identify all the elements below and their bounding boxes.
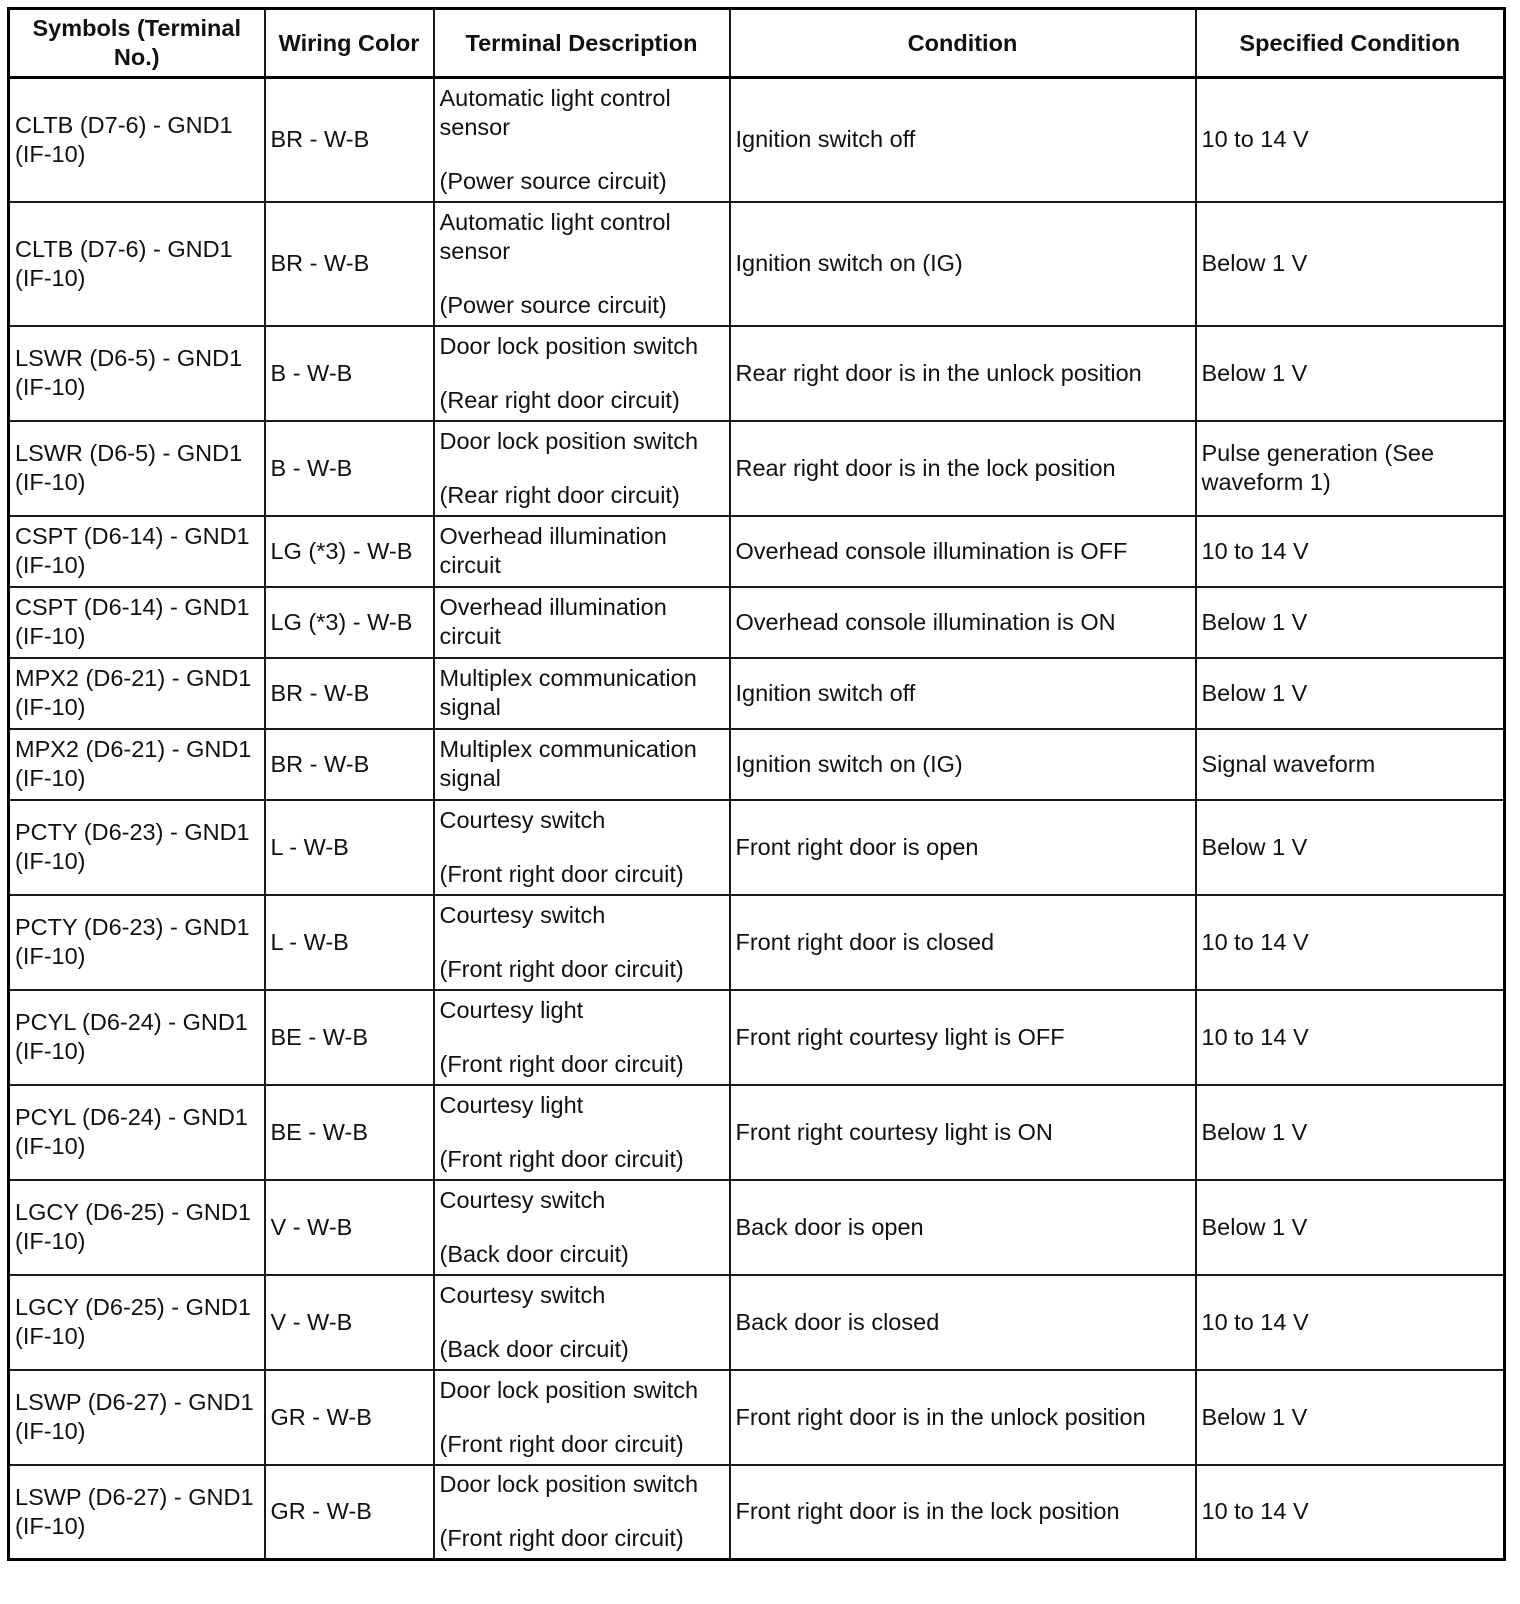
specified-condition-cell-text: Below 1 V: [1201, 608, 1308, 635]
table-row: [9, 1370, 1505, 1465]
wiring-color-cell: [265, 1465, 434, 1560]
condition-cell: [730, 1180, 1196, 1275]
symbol-cell: [9, 78, 265, 202]
table-row: [9, 78, 1505, 202]
specified-condition-cell: [1196, 326, 1505, 421]
table-row: [9, 990, 1505, 1085]
symbol-cell-text: LGCY (D6-25) - GND1 (IF-10): [15, 1294, 251, 1349]
wiring-color-cell-text: LG (*3) - W-B: [270, 608, 413, 635]
terminal-description-cell: [434, 990, 730, 1085]
description-main: Multiplex communication signal: [439, 736, 697, 791]
wiring-color-cell-text: B - W-B: [270, 359, 353, 386]
table-row: [9, 421, 1505, 516]
terminal-description-cell: [434, 516, 730, 587]
description-main: Courtesy light: [439, 1091, 584, 1118]
condition-cell: [730, 800, 1196, 895]
table-header: [9, 9, 1505, 78]
symbol-cell: [9, 800, 265, 895]
header-row: [9, 9, 1505, 78]
wiring-color-cell: [265, 895, 434, 990]
condition-cell: [730, 1370, 1196, 1465]
condition-cell: [730, 202, 1196, 326]
condition-cell: [730, 421, 1196, 516]
specified-condition-cell-text: Below 1 V: [1201, 250, 1308, 276]
condition-cell-text: Front right courtesy light is OFF: [735, 1023, 1065, 1050]
specified-condition-cell: [1196, 1085, 1505, 1180]
condition-cell-text: Back door is open: [735, 1213, 924, 1240]
description-main: Overhead illumination circuit: [439, 523, 667, 578]
table-row: [9, 1180, 1505, 1275]
header-symbols: Symbols (Terminal No.): [9, 9, 265, 78]
table-row: [9, 516, 1505, 587]
condition-cell: [730, 1465, 1196, 1560]
wiring-color-cell: [265, 1085, 434, 1180]
wiring-color-cell-text: BE - W-B: [270, 1118, 368, 1145]
wiring-color-cell: [265, 516, 434, 587]
description-main: Door lock position switch: [439, 332, 699, 359]
condition-cell: [730, 78, 1196, 202]
symbol-cell: [9, 202, 265, 326]
condition-cell-text: Ignition switch off: [735, 126, 916, 153]
terminal-description-cell: [434, 895, 730, 990]
wiring-color-cell-text: GR - W-B: [270, 1498, 372, 1525]
symbol-cell: [9, 990, 265, 1085]
table-row: [9, 326, 1505, 421]
wiring-color-cell: [265, 1180, 434, 1275]
wiring-color-cell-text: BR - W-B: [270, 126, 370, 153]
symbol-cell-text: LSWP (D6-27) - GND1 (IF-10): [15, 1389, 254, 1444]
specified-condition-cell: [1196, 1465, 1505, 1560]
symbol-cell: [9, 326, 265, 421]
terminal-description-cell: [434, 1085, 730, 1180]
symbol-cell: [9, 516, 265, 587]
symbol-cell-text: LSWR (D6-5) - GND1 (IF-10): [15, 440, 243, 495]
condition-cell-text: Front right door is closed: [735, 928, 995, 955]
terminal-spec-table: [7, 7, 1506, 1561]
wiring-color-cell: [265, 587, 434, 658]
wiring-color-cell: [265, 1275, 434, 1370]
table-row: [9, 729, 1505, 800]
specified-condition-cell-text: 10 to 14 V: [1201, 537, 1309, 564]
specified-condition-cell-text: Pulse generation (See waveform 1): [1201, 440, 1435, 495]
wiring-color-cell: [265, 202, 434, 326]
description-main: Courtesy switch: [439, 1281, 606, 1308]
specified-condition-cell-text: Below 1 V: [1201, 1403, 1308, 1430]
description-main: Door lock position switch: [439, 1376, 699, 1403]
header-specified-condition: Specified Condition: [1196, 9, 1505, 78]
symbol-cell-text: PCYL (D6-24) - GND1 (IF-10): [15, 1009, 248, 1064]
symbol-cell-text: PCTY (D6-23) - GND1 (IF-10): [15, 819, 250, 874]
wiring-color-cell: [265, 326, 434, 421]
description-circuit: (Rear right door circuit): [439, 481, 680, 508]
wiring-color-cell: [265, 800, 434, 895]
wiring-color-cell-text: B - W-B: [270, 454, 353, 481]
wiring-color-cell: [265, 658, 434, 729]
specified-condition-cell: [1196, 1180, 1505, 1275]
description-circuit: (Front right door circuit): [439, 1430, 684, 1457]
specified-condition-cell-text: 10 to 14 V: [1201, 1023, 1309, 1050]
specified-condition-cell-text: Signal waveform: [1201, 750, 1376, 777]
specified-condition-cell-text: Below 1 V: [1201, 1118, 1308, 1145]
specified-condition-cell-text: Below 1 V: [1201, 1213, 1308, 1240]
specified-condition-cell: [1196, 800, 1505, 895]
wiring-color-cell-text: GR - W-B: [270, 1403, 372, 1430]
wiring-color-cell: [265, 990, 434, 1085]
specified-condition-cell: [1196, 1275, 1505, 1370]
wiring-color-cell-text: V - W-B: [270, 1308, 353, 1335]
specified-condition-cell: [1196, 202, 1505, 326]
description-circuit: (Power source circuit): [439, 291, 667, 318]
wiring-color-cell-text: V - W-B: [270, 1213, 353, 1240]
condition-cell-text: Front right door is in the unlock position: [735, 1403, 1146, 1430]
condition-cell-text: Rear right door is in the unlock position: [735, 359, 1142, 386]
terminal-description-cell: [434, 326, 730, 421]
specified-condition-cell-text: 10 to 14 V: [1201, 1498, 1309, 1525]
table-row: [9, 895, 1505, 990]
specified-condition-cell: [1196, 729, 1505, 800]
symbol-cell-text: CLTB (D7-6) - GND1 (IF-10): [15, 111, 233, 167]
condition-cell-text: Front right door is in the lock position: [735, 1498, 1120, 1525]
specified-condition-cell-text: Below 1 V: [1201, 833, 1308, 860]
wiring-color-cell-text: BE - W-B: [270, 1023, 368, 1050]
condition-cell: [730, 326, 1196, 421]
specified-condition-cell-text: Below 1 V: [1201, 359, 1308, 386]
symbol-cell: [9, 895, 265, 990]
symbol-cell-text: MPX2 (D6-21) - GND1 (IF-10): [15, 736, 252, 791]
description-circuit: (Rear right door circuit): [439, 386, 680, 413]
symbol-cell-text: PCTY (D6-23) - GND1 (IF-10): [15, 914, 250, 969]
description-circuit: (Front right door circuit): [439, 1525, 684, 1552]
header-wiring-color: Wiring Color: [265, 9, 434, 78]
description-circuit: (Back door circuit): [439, 1335, 629, 1362]
specified-condition-cell: [1196, 1370, 1505, 1465]
header-condition: Condition: [730, 9, 1196, 78]
wiring-color-cell: [265, 729, 434, 800]
terminal-description-cell: [434, 78, 730, 202]
header-terminal-description: Terminal Description: [434, 9, 730, 78]
symbol-cell: [9, 729, 265, 800]
condition-cell: [730, 516, 1196, 587]
condition-cell: [730, 895, 1196, 990]
description-main: Courtesy switch: [439, 901, 606, 928]
condition-cell-text: Ignition switch on (IG): [735, 750, 963, 777]
condition-cell-text: Back door is closed: [735, 1308, 940, 1335]
terminal-description-cell: [434, 1370, 730, 1465]
condition-cell: [730, 1085, 1196, 1180]
specified-condition-cell: [1196, 78, 1505, 202]
description-main: Overhead illumination circuit: [439, 594, 667, 649]
description-circuit: (Front right door circuit): [439, 955, 684, 982]
table-row: [9, 1465, 1505, 1560]
specified-condition-cell-text: Below 1 V: [1201, 679, 1308, 706]
symbol-cell-text: PCYL (D6-24) - GND1 (IF-10): [15, 1104, 248, 1159]
description-main: Door lock position switch: [439, 1471, 699, 1498]
terminal-description-cell: [434, 1275, 730, 1370]
description-circuit: (Front right door circuit): [439, 1145, 684, 1172]
condition-cell: [730, 729, 1196, 800]
description-circuit: (Power source circuit): [439, 167, 667, 194]
wiring-color-cell-text: LG (*3) - W-B: [270, 537, 413, 564]
symbol-cell: [9, 658, 265, 729]
symbol-cell: [9, 1370, 265, 1465]
description-main: Automatic light control sensor: [439, 84, 671, 140]
specified-condition-cell: [1196, 516, 1505, 587]
description-main: Courtesy switch: [439, 1186, 606, 1213]
table-row: [9, 587, 1505, 658]
wiring-color-cell-text: BR - W-B: [270, 750, 370, 777]
description-main: Automatic light control sensor: [439, 208, 671, 264]
condition-cell: [730, 587, 1196, 658]
table-row: [9, 1085, 1505, 1180]
description-main: Courtesy light: [439, 996, 584, 1023]
terminal-description-cell: [434, 658, 730, 729]
symbol-cell-text: CLTB (D7-6) - GND1 (IF-10): [15, 235, 233, 291]
wiring-color-cell-text: BR - W-B: [270, 250, 370, 276]
condition-cell: [730, 1275, 1196, 1370]
specified-condition-cell: [1196, 658, 1505, 729]
wiring-color-cell-text: L - W-B: [270, 928, 349, 955]
description-circuit: (Back door circuit): [439, 1240, 629, 1267]
specified-condition-cell-text: 10 to 14 V: [1201, 126, 1309, 153]
condition-cell-text: Rear right door is in the lock position: [735, 454, 1116, 481]
table-body: [9, 78, 1505, 1560]
condition-cell-text: Overhead console illumination is OFF: [735, 537, 1128, 564]
terminal-description-cell: [434, 587, 730, 658]
condition-cell-text: Front right door is open: [735, 833, 979, 860]
condition-cell: [730, 990, 1196, 1085]
condition-cell-text: Overhead console illumination is ON: [735, 608, 1116, 635]
condition-cell-text: Ignition switch on (IG): [735, 250, 963, 276]
terminal-description-cell: [434, 729, 730, 800]
table-row: [9, 1275, 1505, 1370]
terminal-description-cell: [434, 421, 730, 516]
symbol-cell-text: LSWR (D6-5) - GND1 (IF-10): [15, 345, 243, 400]
symbol-cell-text: CSPT (D6-14) - GND1 (IF-10): [15, 594, 250, 649]
terminal-description-cell: [434, 1465, 730, 1560]
table-row: [9, 658, 1505, 729]
condition-cell-text: Front right courtesy light is ON: [735, 1118, 1053, 1145]
table-row: [9, 800, 1505, 895]
table-row: [9, 202, 1505, 326]
wiring-color-cell: [265, 421, 434, 516]
symbol-cell-text: CSPT (D6-14) - GND1 (IF-10): [15, 523, 250, 578]
specified-condition-cell: [1196, 895, 1505, 990]
terminal-description-cell: [434, 202, 730, 326]
symbol-cell-text: LGCY (D6-25) - GND1 (IF-10): [15, 1199, 251, 1254]
description-main: Courtesy switch: [439, 806, 606, 833]
symbol-cell-text: LSWP (D6-27) - GND1 (IF-10): [15, 1483, 254, 1539]
condition-cell: [730, 658, 1196, 729]
condition-cell-text: Ignition switch off: [735, 679, 916, 706]
wiring-color-cell-text: BR - W-B: [270, 679, 370, 706]
wiring-color-cell: [265, 78, 434, 202]
description-main: Multiplex communication signal: [439, 665, 697, 720]
terminal-description-cell: [434, 1180, 730, 1275]
symbol-cell-text: MPX2 (D6-21) - GND1 (IF-10): [15, 665, 252, 720]
wiring-color-cell: [265, 1370, 434, 1465]
symbol-cell: [9, 1465, 265, 1560]
symbol-cell: [9, 1180, 265, 1275]
symbol-cell: [9, 1085, 265, 1180]
wiring-color-cell-text: L - W-B: [270, 833, 349, 860]
specified-condition-cell: [1196, 587, 1505, 658]
specified-condition-cell: [1196, 990, 1505, 1085]
description-circuit: (Front right door circuit): [439, 860, 684, 887]
specified-condition-cell-text: 10 to 14 V: [1201, 1308, 1309, 1335]
specified-condition-cell: [1196, 421, 1505, 516]
symbol-cell: [9, 1275, 265, 1370]
terminal-description-cell: [434, 800, 730, 895]
symbol-cell: [9, 587, 265, 658]
description-circuit: (Front right door circuit): [439, 1050, 684, 1077]
specified-condition-cell-text: 10 to 14 V: [1201, 928, 1309, 955]
description-main: Door lock position switch: [439, 427, 699, 454]
symbol-cell: [9, 421, 265, 516]
